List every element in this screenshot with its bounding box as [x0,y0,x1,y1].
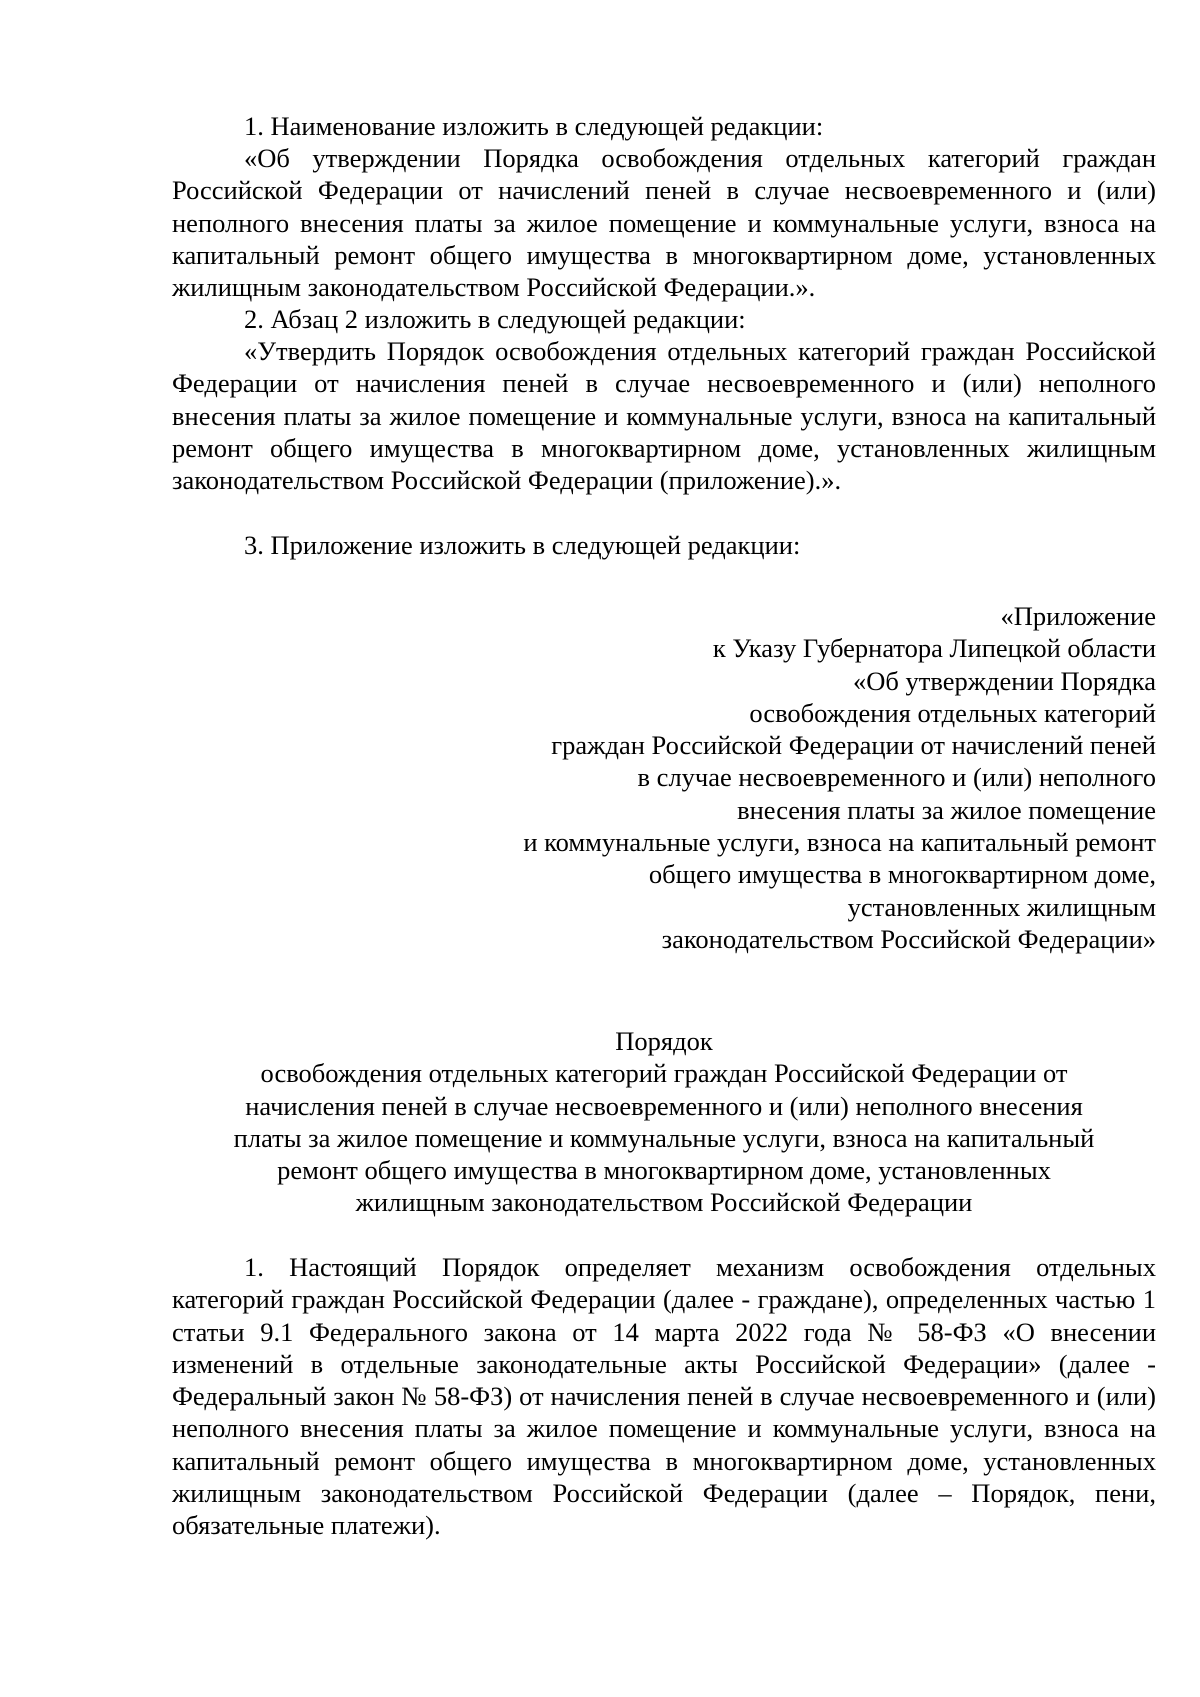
order-subtitle-line: жилищным законодательством Российской Федерации [355,1187,973,1218]
item2-heading: 2. Абзац 2 изложить в следующей редакции: [244,304,746,334]
order-title-block [172,1025,1156,1219]
appendix-line: общего имущества в многоквартирном доме, [648,859,1156,890]
item1-heading: 1. Наименование изложить в следующей редакции: [244,111,824,141]
item1-text: «Об утверждении Порядка освобождения отдельных категорий граждан Российской Федерации от начислений пеней в случае несвоевременного и (или) неполного внесения платы за жилое помещение и коммунальные услуги, взноса на капитальный ремонт общего имущества в многоквартирном доме, установленных жилищным законодательством Российской Федерации.». [172,143,1156,303]
order-subtitle-line: ремонт общего имущества в многоквартирном доме, установленных [277,1155,1051,1186]
appendix-line: к Указу Губернатора Липецкой области [712,633,1156,664]
appendix-line: «Об утверждении Порядка [853,665,1156,696]
appendix-line: в случае несвоевременного и (или) неполного [637,762,1156,793]
appendix-line: освобождения отдельных категорий [749,697,1156,728]
order-title: Порядок [615,1026,713,1056]
appendix-line: внесения платы за жилое помещение [737,794,1156,825]
item2-text: «Утвердить Порядок освобождения отдельных категорий граждан Российской Федерации от начисления пеней в случае несвоевременного и (или) неполного внесения платы за жилое помещение и коммунальные услуги, взноса на капитальный ремонт общего имущества в многоквартирном доме, установленных жилищным законодательством Российской Федерации (приложение).». [172,336,1156,496]
order-subtitle-line: платы за жилое помещение и коммунальные услуги, взноса на капитальный [233,1122,1095,1153]
item3-heading: 3. Приложение изложить в следующей редакции: [244,530,801,560]
order-subtitle-line: освобождения отдельных категорий граждан Российской Федерации от [260,1058,1068,1089]
appendix-line: и коммунальные услуги, взноса на капитальный ремонт [523,827,1156,858]
appendix-line: законодательством Российской Федерации» [661,923,1156,954]
appendix-approval-block [523,600,1156,955]
appendix-line: граждан Российской Федерации от начислений пеней [551,730,1156,761]
appendix-line: «Приложение [1000,601,1156,631]
order-point-1: 1. Настоящий Порядок определяет механизм освобождения отдельных категорий граждан Российской Федерации (далее - граждане), определенных частью 1 статьи 9.1 Федерального закона от 14 марта 2022 года № 58-ФЗ «О внесении изменений в отдельные законодательные акты Российской Федерации» (далее - Федеральный закон № 58-ФЗ) от начисления пеней в случае несвоевременного и (или) неполного внесения платы за жилое помещение и коммунальные услуги, взноса на капитальный ремонт общего имущества в многоквартирном доме, установленных жилищным законодательством Российской Федерации (далее – Порядок, пени, обязательные платежи). [172,1252,1156,1541]
order-subtitle-line: начисления пеней в случае несвоевременного и (или) неполного внесения [245,1090,1083,1121]
appendix-line: установленных жилищным [847,891,1156,922]
